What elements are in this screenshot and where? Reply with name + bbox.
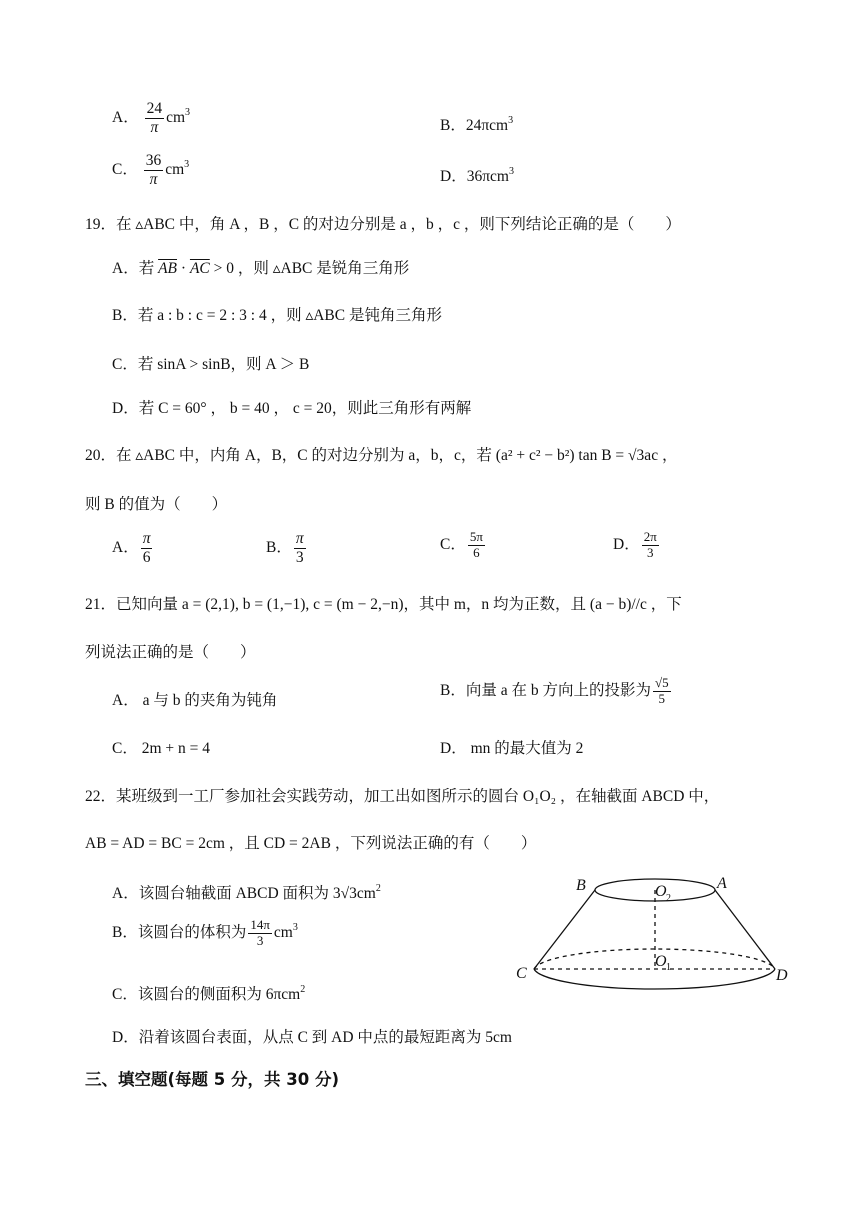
q20-stem-cont: 则 B 的值为（ ）: [85, 496, 228, 513]
q19-stem: 19．在 ▵ABC 中，角 A ，B ，C 的对边分别是 a ，b ，c ，则下列结论正确的是（ ）: [85, 216, 681, 233]
frustum-figure: [510, 868, 800, 1003]
label-C: C: [516, 965, 527, 982]
slant-left: [534, 890, 595, 969]
q19-option-b: B．若 a : b : c = 2 : 3 : 4 ，则 ▵ABC 是钝角三角形: [112, 307, 442, 324]
q22-option-b: B．该圆台的体积为 $\frac{14\pi}{3}$ $cm^3$: [112, 917, 298, 948]
slant-right: [715, 890, 775, 969]
q20-stem: 20．在 ▵ABC 中，内角 A，B，C 的对边分别为 a，b，c，若 (a² + c² − b²) tan B = √3ac ，: [85, 447, 678, 464]
label-B: B: [576, 877, 586, 894]
q21-option-d: D． mn 的最大值为 2: [440, 740, 584, 757]
section-3-heading: 三、填空题(每题 5 分，共 30 分): [85, 1070, 340, 1089]
q20-option-a: A． $\frac{\pi}{6}$: [112, 530, 151, 566]
q21-option-a: A． a 与 b 的夹角为钝角: [112, 692, 278, 709]
q21-stem-cont: 列说法正确的是（ ）: [85, 644, 256, 661]
q18-option-b: B．24πcm$^3$: [440, 115, 514, 134]
q19-option-d: D．若 C = 60° ， b = 40 ， c = 20，则此三角形有两解: [112, 400, 472, 417]
q18-option-a: A． $\frac{24}{\pi}$ $cm^3$: [112, 100, 191, 136]
q22-option-d: D．沿着该圆台表面，从点 C 到 AD 中点的最短距离为 5cm: [112, 1029, 512, 1046]
q20-option-c: C． $\frac{5\pi}{6}$: [440, 529, 483, 560]
q19-option-c: C．若 sinA > sinB，则 A ＞ B: [112, 356, 310, 373]
label-O1-sub: 1: [666, 962, 671, 973]
q20-option-d: D． $\frac{2\pi}{3}$: [613, 529, 657, 560]
q18-option-c: C． $\frac{36}{\pi}$ $cm^3$: [112, 152, 190, 188]
label-D: D: [776, 967, 788, 984]
q21-option-c: C． 2m + n = 4: [112, 740, 211, 757]
q22-stem: 22．某班级到一工厂参加社会实践劳动，加工出如图所示的圆台 O₁O₂ ，在轴截面 ABCD 中，: [85, 788, 720, 805]
label-A: A: [717, 875, 727, 892]
q19-option-a: A．若 $\overline{AB} \cdot \overline{AC} > 0$ ，则 ▵ABC 是锐角三角形: [112, 260, 410, 277]
q22-option-a: A．该圆台轴截面 ABCD 面积为 $3√3cm^2$: [112, 883, 381, 902]
q18-option-d: D．36πcm$^3$: [440, 166, 514, 185]
q20-option-b: B． $\frac{\pi}{3}$: [266, 530, 304, 566]
q22-option-c: C．该圆台的侧面积为 6πcm$^2$: [112, 984, 306, 1003]
label-O1: O: [655, 953, 667, 970]
q21-stem: 21．已知向量 a = (2,1), b = (1,−1), c = (m − 2,−n)，其中 m，n 均为正数，且 (a − b)//c ，下: [85, 596, 682, 613]
label-O2: O: [655, 883, 667, 900]
label-O2-sub: 2: [666, 893, 671, 904]
bottom-front-arc: [534, 969, 775, 989]
q22-stem-cont: AB = AD = BC = 2cm ，且 CD = 2AB ，下列说法正确的有（ ）: [85, 835, 537, 852]
q21-option-b: B．向量 a 在 b 方向上的投影为 $\frac{√5}{5}$: [440, 675, 669, 706]
